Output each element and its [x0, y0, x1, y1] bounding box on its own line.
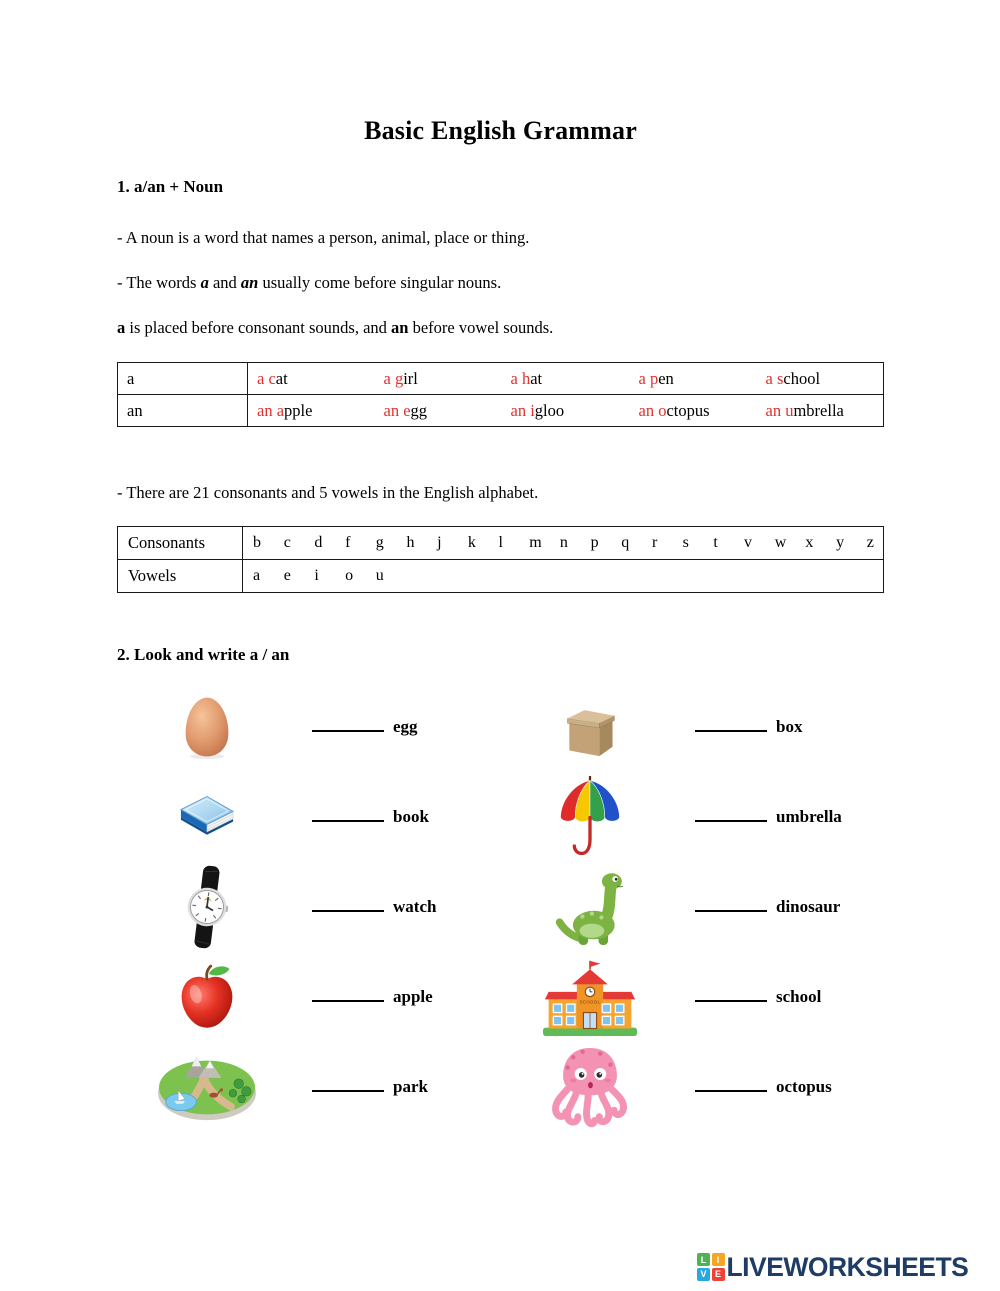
exercise-item	[500, 682, 884, 772]
answer-blank[interactable]	[312, 1077, 384, 1092]
answer-area	[695, 717, 802, 737]
item-word: dinosaur	[776, 897, 841, 916]
answer-area	[312, 717, 418, 737]
example-cell: an egg	[383, 400, 428, 420]
paragraph-noun-definition: - A noun is a word that names a person, animal, place or thing.	[117, 228, 530, 247]
box-icon	[525, 696, 655, 758]
answer-blank[interactable]	[312, 807, 384, 822]
answer-blank[interactable]	[312, 717, 384, 732]
section1-heading: 1. a/an + Noun	[117, 177, 224, 196]
consonant-letters: b c d f g h j k l m n p q r s t v w x y z	[243, 527, 884, 560]
example-cell: a pen	[630, 363, 757, 395]
item-word: egg	[393, 717, 418, 736]
answer-blank[interactable]	[312, 897, 384, 912]
example-cell: an octopus	[638, 400, 710, 420]
row-label-vowels: Vowels	[118, 560, 243, 593]
park-icon	[142, 1051, 272, 1124]
table-row	[118, 527, 884, 560]
answer-blank[interactable]	[695, 1077, 767, 1092]
item-word: school	[776, 987, 822, 1006]
answer-area	[312, 807, 429, 827]
answer-area	[695, 1077, 832, 1097]
exercise-item	[500, 1042, 884, 1132]
table-row	[118, 560, 884, 593]
watch-icon	[142, 864, 272, 950]
liveworksheets-wordmark: LIVEWORKSHEETS	[726, 1251, 969, 1282]
item-word: apple	[393, 987, 433, 1006]
section2-heading: 2. Look and write a / an	[117, 645, 290, 664]
example-cell: an apple	[257, 400, 313, 420]
answer-area	[695, 807, 842, 827]
octopus-icon	[525, 1045, 655, 1129]
exercise-item	[117, 682, 500, 772]
table-row	[118, 395, 884, 427]
exercise-item	[117, 772, 500, 862]
answer-blank[interactable]	[695, 987, 767, 1002]
example-cell: a hat	[502, 363, 630, 395]
table-row	[118, 363, 884, 395]
example-cell: a girl	[375, 363, 502, 395]
emphasis-an: an	[240, 273, 259, 292]
row-label-consonants: Consonants	[118, 527, 243, 560]
apple-icon	[142, 963, 272, 1031]
row-label-an: an	[118, 395, 248, 427]
answer-area	[695, 987, 821, 1007]
logo-square-e: E	[712, 1268, 725, 1281]
answer-blank[interactable]	[695, 717, 767, 732]
exercise-grid	[117, 682, 884, 1132]
dinosaur-icon	[525, 867, 655, 947]
exercise-item	[500, 772, 884, 862]
item-word: watch	[393, 897, 437, 916]
answer-blank[interactable]	[695, 807, 767, 822]
egg-icon	[142, 694, 272, 760]
logo-square-l: L	[697, 1253, 710, 1266]
paragraph-rule: a is placed before consonant sounds, and an before vowel sounds.	[117, 318, 554, 337]
svg-text:SCHOOL: SCHOOL	[579, 999, 601, 1005]
example-cell: a cat	[248, 363, 375, 395]
answer-area	[312, 1077, 428, 1097]
school-icon	[525, 958, 655, 1037]
consonants-vowels-table	[117, 526, 884, 593]
example-cell: a school	[757, 363, 884, 395]
row-label-a: a	[118, 363, 248, 395]
exercise-item	[117, 1042, 500, 1132]
liveworksheets-logo[interactable]	[697, 1253, 968, 1281]
answer-area	[312, 897, 436, 917]
paragraph-articles: - The words a and an usually come before singular nouns.	[117, 273, 502, 292]
exercise-item	[117, 862, 500, 952]
item-word: umbrella	[776, 807, 842, 826]
book-icon	[142, 790, 272, 844]
emphasis-an: an	[391, 318, 409, 337]
answer-blank[interactable]	[312, 987, 384, 1002]
answer-blank[interactable]	[695, 897, 767, 912]
item-word: book	[393, 807, 429, 826]
logo-square-v: V	[697, 1268, 710, 1281]
emphasis-a: a	[117, 318, 126, 337]
item-word: box	[776, 717, 803, 736]
umbrella-icon	[525, 775, 655, 860]
paragraph-alphabet-note: - There are 21 consonants and 5 vowels in the English alphabet.	[117, 483, 539, 502]
vowel-letters: a e i o u	[253, 567, 384, 584]
example-cell: an umbrella	[765, 400, 844, 420]
a-an-examples-table	[117, 362, 884, 427]
answer-area	[312, 987, 433, 1007]
example-cell: an igloo	[510, 400, 565, 420]
exercise-item	[117, 952, 500, 1042]
logo-square-i: I	[712, 1253, 725, 1266]
exercise-item	[500, 952, 884, 1042]
item-word: park	[393, 1077, 428, 1096]
exercise-item	[500, 862, 884, 952]
emphasis-a: a	[200, 273, 209, 292]
page-title: Basic English Grammar	[364, 116, 637, 145]
liveworksheets-logo-icon	[697, 1253, 725, 1281]
item-word: octopus	[776, 1077, 832, 1096]
answer-area	[695, 897, 840, 917]
